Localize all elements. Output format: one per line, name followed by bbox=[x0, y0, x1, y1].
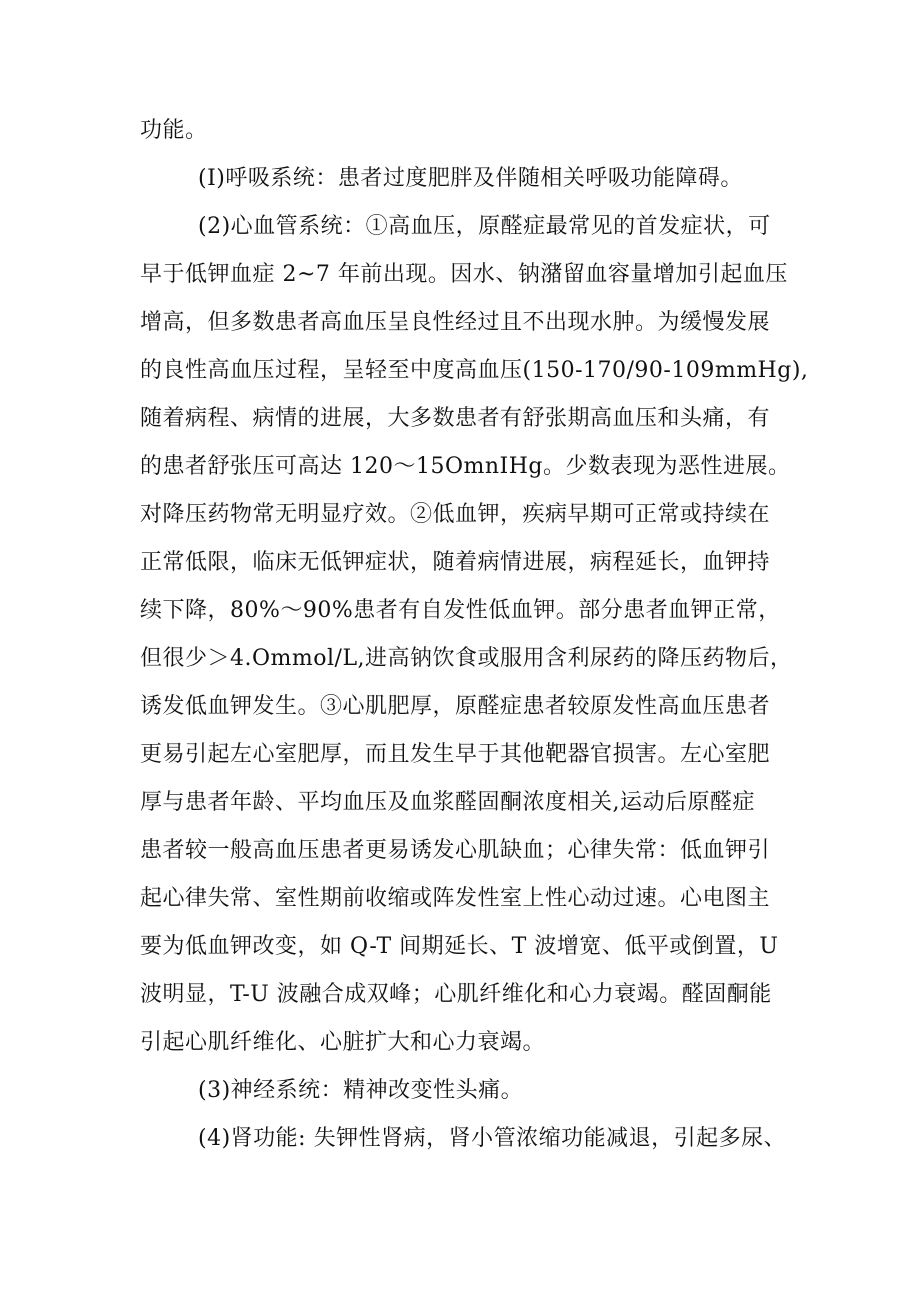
text-line: 起心律失常、室性期前收缩或阵发性室上性心动过速。心电图主 bbox=[140, 886, 771, 911]
text-line: 功能。 bbox=[140, 118, 208, 143]
text-line: (I)呼吸系统：患者过度肥胖及伴随相关呼吸功能障碍。 bbox=[198, 166, 743, 191]
text-line: 正常低限，临床无低钾症状，随着病情进展，病程延长，血钾持 bbox=[140, 550, 771, 575]
text-line: 的良性高血压过程，呈轻至中度高血压(150-170/90-109mmHg), bbox=[140, 358, 809, 383]
text-line: 患者较一般高血压患者更易诱发心肌缺血；心律失常：低血钾引 bbox=[140, 838, 771, 863]
text-line: 诱发低血钾发生。③心肌肥厚，原醛症患者较原发性高血压患者 bbox=[140, 694, 771, 719]
text-line: 厚与患者年龄、平均血压及血浆醛固酮浓度相关,运动后原醛症 bbox=[140, 790, 755, 815]
text-line: 增高，但多数患者高血压呈良性经过且不出现水肿。为缓慢发展 bbox=[140, 310, 771, 335]
text-line: (2)心血管系统：①高血压，原醛症最常见的首发症状，可 bbox=[198, 214, 771, 239]
text-line: 更易引起左心室肥厚，而且发生早于其他靶器官损害。左心室肥 bbox=[140, 742, 771, 767]
text-line: 早于低钾血症 2~7 年前出现。因水、钠潴留血容量增加引起血压 bbox=[140, 262, 788, 287]
text-line: 要为低血钾改变，如 Q-T 间期延长、T 波增宽、低平或倒置，U bbox=[140, 934, 779, 959]
text-line: 随着病程、病情的进展，大多数患者有舒张期高血压和头痛，有 bbox=[140, 406, 771, 431]
text-line: (4)肾功能: 失钾性肾病，肾小管浓缩功能减退，引起多尿、 bbox=[198, 1126, 787, 1151]
text-line: (3)神经系统：精神改变性头痛。 bbox=[198, 1078, 524, 1103]
text-line: 但很少＞4.Ommol/L,进高钠饮食或服用含利尿药的降压药物后， bbox=[140, 646, 793, 671]
text-line: 对降压药物常无明显疗效。②低血钾，疾病早期可正常或持续在 bbox=[140, 502, 771, 527]
text-line: 引起心肌纤维化、心脏扩大和心力衰竭。 bbox=[140, 1030, 546, 1055]
text-line: 的患者舒张压可高达 120～15OmnIHg。少数表现为恶性进展。 bbox=[140, 454, 791, 479]
text-line: 波明显，T-U 波融合成双峰；心肌纤维化和心力衰竭。醛固酮能 bbox=[140, 982, 772, 1007]
text-line: 续下降，80%～90%患者有自发性低血钾。部分患者血钾正常， bbox=[140, 598, 781, 623]
